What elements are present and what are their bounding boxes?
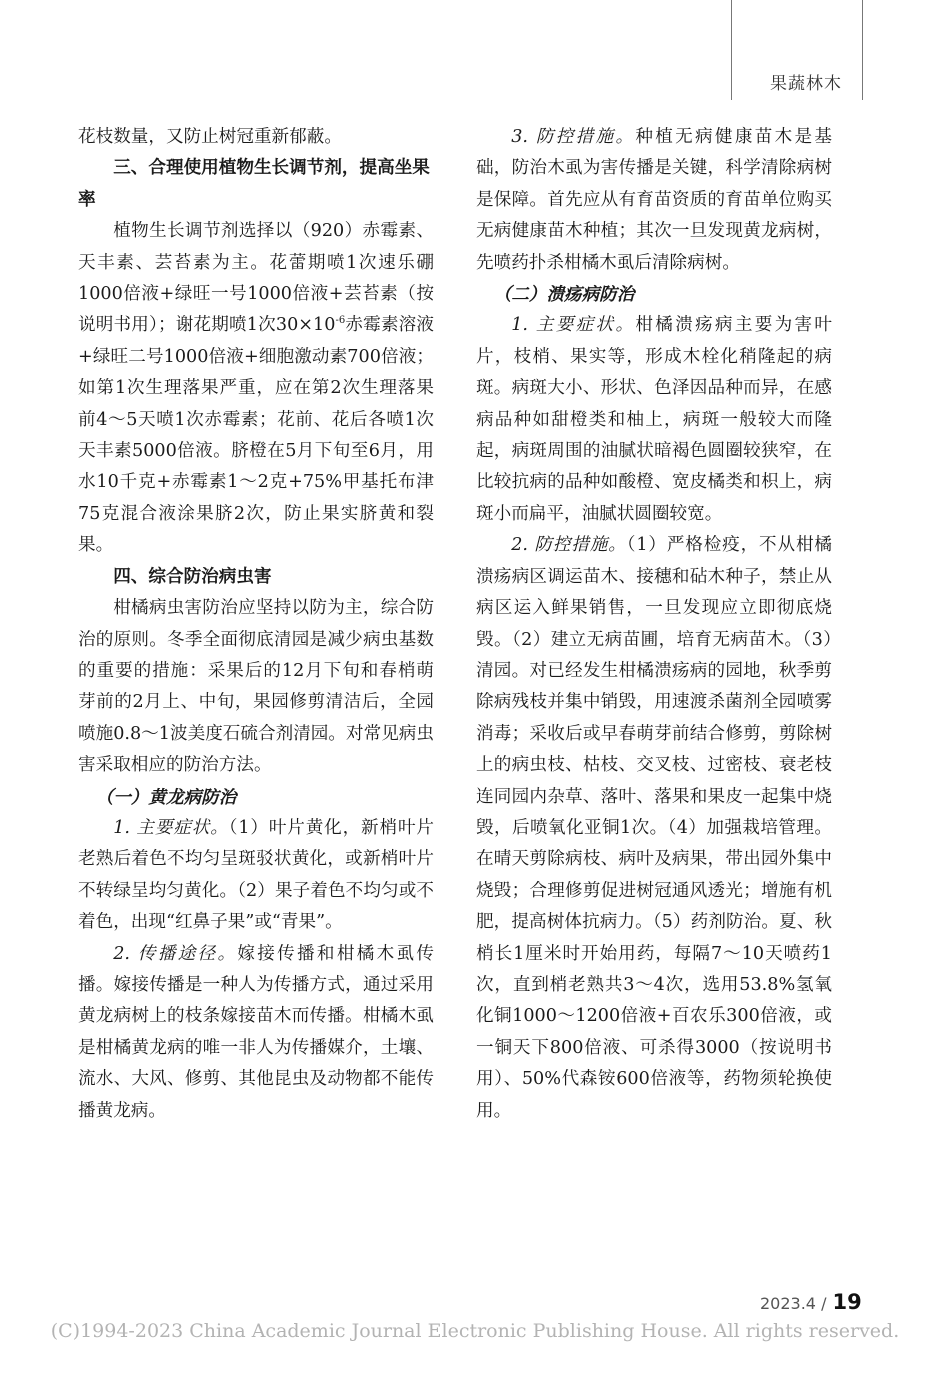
right-column (476, 122, 832, 1127)
paragraph-text: 柑橘溃疡病主要为害叶片，枝梢、果实等，形成木栓化稍隆起的病斑。病斑大小、形状、色泽因品种而异，在感病品种如甜橙类和柚上，病斑一般较大而隆起，病斑周围的油腻状暗褐色圆圈较狭窄，在比较抗病的品种如酸橙、宽皮橘类和枳上，病斑小而扁平，油腻状圆圈较宽。 (476, 315, 832, 524)
paragraph-lead: 1. 主要症状。 (511, 315, 636, 336)
paragraph-text: 赤霉素溶液+绿旺二号1000倍液+细胞激动素700倍液；如第1次生理落果严重，应在第2次生理落果前4～5天喷1次赤霉素；花前、花后各喷1次天丰素5000倍液。脐橙在5月下旬至6月，用水10千克+赤霉素1～2克+75%甲基托布津75克混合液涂果脐2次，防止果实脐黄和裂果。 (78, 315, 434, 556)
paragraph-text: （1）严格检疫，不从柑橘溃疡病区调运苗木、接穗和砧木种子，禁止从病区运入鲜果销售，一旦发现应立即彻底烧毁。（2）建立无病苗圃，培育无病苗木。（3）清园。对已经发生柑橘溃疡病的园地，秋季剪除病残枝并集中销毁，用速渡杀菌剂全园喷雾消毒；采收后或早春萌芽前结合修剪，剪除树上的病虫枝、枯枝、交叉枝、过密枝、衰老枝连同园内杂草、落叶、落果和果皮一起集中烧毁，后喷氧化亚铜1次。（4）加强栽培管理。在晴天剪除病枝、病叶及病果，带出园外集中烧毁；合理修剪促进树冠通风透光；增施有机肥，提高树体抗病力。（5）药剂防治。夏、秋梢长1厘米时开始用药，每隔7～10天喷药1次，直到梢老熟共3～4次，选用53.8%氢氧化铜1000～1200倍液+百农乐300倍液，或一铜天下800倍液、可杀得3000（按说明书用）、50%代森铵600倍液等，药物须轮换使用。 (476, 535, 832, 1121)
paragraph-lead: 2. 防控措施。 (511, 535, 627, 556)
paragraph-text: （1）叶片黄化，新梢叶片老熟后着色不均匀呈斑驳状黄化，或新梢叶片不转绿呈均匀黄化。（2）果子着色不均匀或不着色，出现“红鼻子果”或“青果”。 (78, 817, 434, 933)
subsection-heading: （二）溃疡病防治 (493, 284, 635, 306)
paragraph-text: 植物生长调节剂选择以（920）赤霉素、天丰素、芸苔素为主。花蕾期喷1次速乐硼1000倍液+绿旺一号1000倍液+芸苔素（按说明书用）；谢花期喷1次30×10 (78, 221, 434, 336)
left-column (78, 122, 434, 1127)
section-heading: 四、综合防治病虫害 (113, 566, 272, 587)
paragraph (476, 122, 832, 279)
paragraph (476, 310, 832, 530)
paragraph: 柑橘病虫害防治应坚持以防为主，综合防治的原则。冬季全面彻底清园是减少病虫基数的重要的措施：采果后的12月下旬和春梢萌芽前的2月上、中旬，果园修剪清洁后，全园喷施0.8～1波美度石硫合剂清园。对常见病虫害采取相应的防治方法。 (78, 598, 434, 776)
copyright-watermark: (C)1994-2023 China Academic Journal Electronic Publishing House. All rights reserved. (50, 1320, 900, 1342)
paragraph (78, 939, 434, 1127)
paragraph (78, 813, 434, 939)
section-heading: 三、合理使用植物生长调节剂，提高坐果率 (78, 158, 430, 210)
page-number: 19 (832, 1290, 862, 1314)
paragraph-text: 种植无病健康苗木是基础，防治木虱为害传播是关键，科学清除病树是保障。首先应从有育苗资质的育苗单位购买无病健康苗木种植；其次一旦发现黄龙病树，先喷药扑杀柑橘木虱后清除病树。 (476, 127, 832, 273)
page-folio (760, 1290, 862, 1314)
subsection-heading: （一）黄龙病防治 (95, 786, 237, 808)
header-divider-right (862, 0, 863, 100)
superscript: -6 (335, 315, 346, 327)
paragraph-text: 嫁接传播和柑橘木虱传播。嫁接传播是一种人为传播方式，通过采用黄龙病树上的枝条嫁接苗木而传播。柑橘木虱是柑橘黄龙病的唯一非人为传播媒介，土壤、流水、大风、修剪、其他昆虫及动物都不能传播黄龙病。 (78, 943, 434, 1121)
paragraph-lead: 1. 主要症状。 (113, 817, 229, 838)
issue-number: 2023.4 / (760, 1294, 827, 1313)
paragraph (78, 216, 434, 561)
paragraph-lead: 2. 传播途径。 (113, 943, 238, 964)
section-label: 果蔬林木 (770, 74, 842, 94)
paragraph: 花枝数量，又防止树冠重新郁蔽。 (78, 127, 342, 147)
header-divider-left (731, 0, 732, 100)
paragraph-lead: 3. 防控措施。 (511, 127, 636, 147)
paragraph (476, 530, 832, 1127)
